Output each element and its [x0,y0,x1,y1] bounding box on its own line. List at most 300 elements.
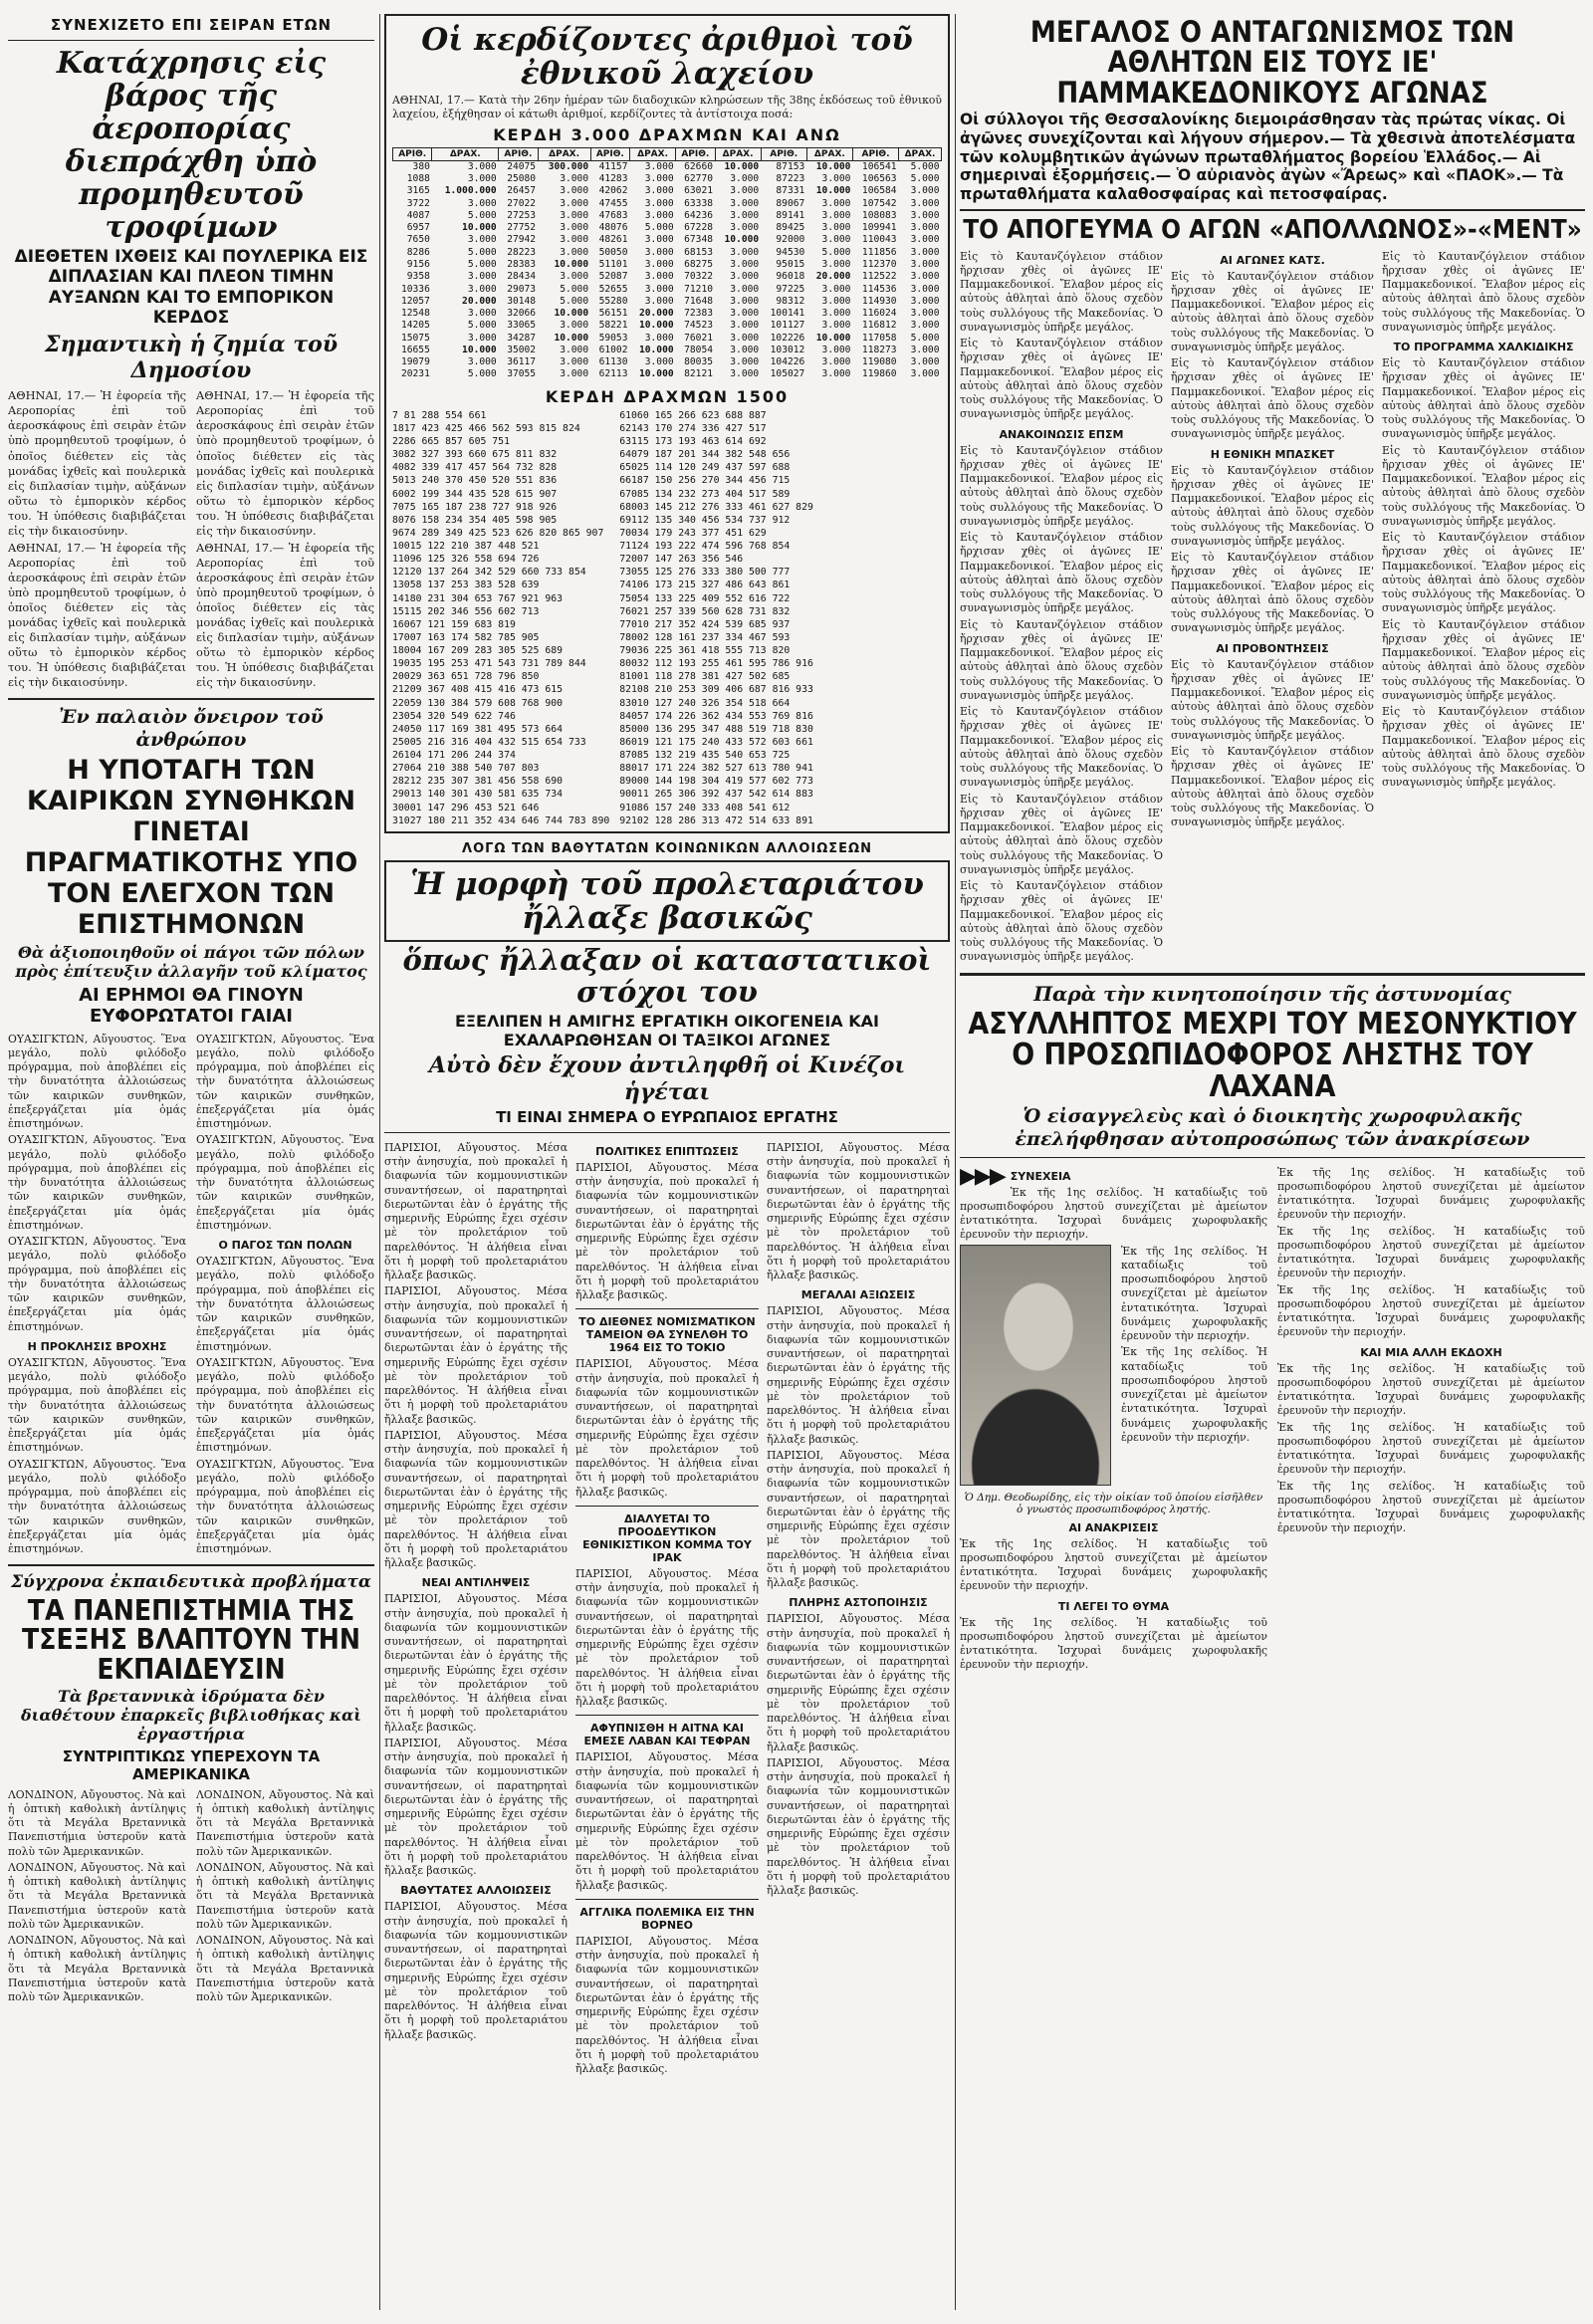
lottery-cell: 3.000 [560,368,589,380]
lottery-cell: 3.000 [560,197,589,209]
lottery-cell: 10.000 [638,320,674,332]
lottery-cell: 5.000 [467,320,497,332]
left-kicker: ΣΥΝΕΧΙΖΕΤΟ ΕΠΙ ΣΕΙΡΑΝ ΕΤΩΝ [50,16,333,34]
lottery-cell: 3.000 [730,197,760,209]
lottery-table [392,147,942,381]
lottery-cell: 3.000 [910,197,940,209]
lottery-cell: 3.000 [910,271,940,283]
lottery-cell: 114536 [861,283,897,295]
lottery-cell: 62113 [598,368,628,380]
lottery-cell: 71210 [684,283,714,295]
lottery-cell: 105027 [770,368,805,380]
lottery-cell: 3.000 [560,320,589,332]
divider [960,973,1585,976]
lottery-cell: 28434 [507,271,537,283]
lottery-cell: 3.000 [910,320,940,332]
middle-story-b1: ΠΑΡΙΣΙΟΙ, Αὔγουστος. Μέσα στὴν ἀνησυχία, ποὺ προκαλεῖ ἡ διαφωνία τῶν κομμουνιστικῶν συναντήσεων, οἱ παρατηρηταὶ διερωτῶνται ἐὰν ὁ ἐργάτης τῆς σημερινῆς Εὐρώπης ἔχει σχέσιν μὲ τὸν προλετάριον τοῦ παρελθόντος. Ἡ ἀλήθεια εἶναι ὅτι ἡ μορφὴ τοῦ προλεταριάτου ἤλλαξε βασικῶς. [575,1160,759,1302]
lottery-cell: 3.000 [560,271,589,283]
lottery-cell: 3.000 [730,356,760,368]
lottery-cell: 92000 [776,234,805,246]
lottery-cell: 41157 [598,160,628,172]
lottery-cell: 3.000 [467,283,497,295]
right-story-c2: Εἰς τὸ Καυτανζόγλειον στάδιον ἤρχισαν χθὲς οἱ ἀγῶνες ΙΕ' Παμμακεδονικοί. Ἔλαβον μέρος εἰς αὐτοὺς ἀθληταὶ ἀπὸ ὅλους σχεδὸν τοὺς συλλόγους τῆς Μακεδονίας. Ὁ συναγωνισμὸς ὑπῆρξε μεγάλος. [1382,356,1585,441]
lottery-cell: 380 [412,160,430,172]
lottery-cell: 5.000 [467,246,497,258]
left-story-3b: ΛΟΝΔΙΝΟΝ, Αὔγουστος. Νὰ καὶ ἡ ὁπτικὴ καθολικὴ ἀντίληψις ὅτι τὰ Μεγάλα Βρεταννικὰ Πανεπιστήμια ὑστεροῦν κατὰ πολὺ τῶν Ἀμερικανικῶν. [8,1860,186,1931]
lottery-cell: 3.000 [560,209,589,221]
middle-story-b2: ΠΑΡΙΣΙΟΙ, Αὔγουστος. Μέσα στὴν ἀνησυχία, ποὺ προκαλεῖ ἡ διαφωνία τῶν κομμουνιστικῶν συναντήσεων, οἱ παρατηρηταὶ διερωτῶνται ἐὰν ὁ ἐργάτης τῆς σημερινῆς Εὐρώπης ἔχει σχέσιν μὲ τὸν προλετάριον τοῦ παρελθόντος. Ἡ ἀλήθεια εἶναι ὅτι ἡ μορφὴ τοῦ προλεταριάτου ἤλλαξε βασικῶς. [575,1357,759,1499]
center-column [384,14,950,2310]
right-story-a4: Εἰς τὸ Καυτανζόγλειον στάδιον ἤρχισαν χθὲς οἱ ἀγῶνες ΙΕ' Παμμακεδονικοί. Ἔλαβον μέρος εἰς αὐτοὺς ἀθληταὶ ἀπὸ ὅλους σχεδὸν τοὺς συλλόγους τῆς Μακεδονίας. Ὁ συναγωνισμὸς ὑπῆρξε μεγάλος. [960,531,1163,615]
divider [8,1564,374,1566]
lottery-cell: 19079 [400,356,430,368]
lottery-cell: 3.000 [644,246,674,258]
lottery-cell: 59053 [598,332,628,344]
lottery-cell: 3.000 [644,332,674,344]
lottery-cell: 62660 [684,160,714,172]
divider [575,1715,759,1716]
right-inhead-chalk: ΤΟ ΠΡΟΓΡΑΜΜΑ ΧΑΛΚΙΔΙΚΗΣ [1393,341,1574,354]
lottery-cell: 16655 [400,344,430,355]
lottery-title-1500: ΚΕΡΔΗ ΔΡΑΧΜΩΝ 1500 [545,386,790,406]
right-story-c4: Εἰς τὸ Καυτανζόγλειον στάδιον ἤρχισαν χθὲς οἱ ἀγῶνες ΙΕ' Παμμακεδονικοί. Ἔλαβον μέρος εἰς αὐτοὺς ἀθληταὶ ἀπὸ ὅλους σχεδὸν τοὺς συλλόγους τῆς Μακεδονίας. Ὁ συναγωνισμὸς ὑπῆρξε μεγάλος. [1382,531,1585,615]
lottery-cell: 61002 [598,344,628,355]
lottery-row [393,356,942,368]
middle-subheadline-3: ΤΙ ΕΙΝΑΙ ΣΗΜΕΡΑ Ο ΕΥΡΩΠΑΙΟΣ ΕΡΓΑΤΗΣ [496,1107,838,1126]
right-headline-3: ΑΣΥΛΛΗΠΤΟΣ ΜΕΧΡΙ ΤΟΥ ΜΕΣΟΝΥΚΤΙΟΥ Ο ΠΡΟΣΩΠΙΔΟΦΟΡΟΣ ΛΗΣΤΗΣ ΤΟΥ ΛΑΧΑΝΑ [968,1006,1577,1104]
lottery-cell: 10.000 [815,332,851,344]
lottery-cell: 3.000 [910,209,940,221]
lottery-header-cell: ΑΡΙΘ. [676,147,715,160]
right-story-a1: Εἰς τὸ Καυτανζόγλειον στάδιον ἤρχισαν χθὲς οἱ ἀγῶνες ΙΕ' Παμμακεδονικοί. Ἔλαβον μέρος εἰς αὐτοὺς ἀθληταὶ ἀπὸ ὅλους σχεδὸν τοὺς συλλόγους τῆς Μακεδονίας. Ὁ συναγωνισμὸς ὑπῆρξε μεγάλος. [960,249,1163,334]
left-story-1c: ΑΘΗΝΑΙ, 17.— Ἡ ἐφορεία τῆς Αεροπορίας ἐπὶ τοῦ ἀεροσκάφους ἐπὶ σειρὰν ἐτῶν ὑπὸ προμηθευτοῦ τροφίμων, ὁ ὁποῖος διέθετεν εἰς τὰς μονάδας ἰχθεῖς καὶ πουλερικὰ εἰς διπλασίαν τιμὴν, αὐξάνων οὕτω τὸ ἐμπορικὸν κέρδος του. Ἡ ὑπόθεσις διαβιβάζεται εἰς τὴν δικαιοσύνην. [196,388,374,538]
lottery-cell: 63338 [684,197,714,209]
left-inhead-ice: Ο ΠΑΓΟΣ ΤΩΝ ΠΟΛΩΝ [218,1239,352,1253]
left-story-2i: ΟΥΑΣΙΓΚΤΩΝ, Αὔγουστος. Ἕνα μεγάλο, πολὺ φιλόδοξο πρόγραμμα, ποὺ ἀποβλέπει εἰς τὴν δυνατότητα ἀλλοιώσεως τῶν καιρικῶν συνθηκῶν, ἐπεξεργάζεται μία ὁμάς ἐπιστημόνων. [196,1355,374,1455]
lottery-cell: 3.000 [644,295,674,307]
lottery-cell: 3.000 [910,356,940,368]
lottery-cell: 98312 [776,295,805,307]
lottery-cell: 109941 [861,222,897,234]
lottery-cell: 28383 [507,259,537,270]
right-story2-b1: Ἐκ τῆς 1ης σελίδος. Ἡ καταδίωξις τοῦ προσωπιδοφόρου ληστοῦ συνεχίζεται μὲ ἀμείωτον ἐντατικότητα. Ἰσχυραὶ δυνάμεις χωροφυλακῆς ἐρευνοῦν τὴν περιοχήν. [1277,1165,1585,1222]
lottery-cell: 20.000 [462,295,497,307]
left-subheadline-4: ΑΙ ΕΡΗΜΟΙ ΘΑ ΓΙΝΟΥΝ ΕΥΦΟΡΩΤΑΤΟΙ ΓΑΙΑΙ [79,984,304,1028]
lottery-cell: 3.000 [910,344,940,355]
divider [384,1132,950,1133]
lottery-cell: 3.000 [644,283,674,295]
lottery-cell: 112370 [861,259,897,270]
lottery-header-cell: ΑΡΙΘ. [761,147,806,160]
lottery-cell: 3.000 [730,295,760,307]
lottery-cell: 48076 [598,222,628,234]
lottery-cell: 3.000 [821,308,851,320]
lottery-cell: 100141 [770,308,805,320]
lottery-cell: 82121 [684,368,714,380]
left-story-3e: ΛΟΝΔΙΝΟΝ, Αὔγουστος. Νὰ καὶ ἡ ὁπτικὴ καθολικὴ ἀντίληψις ὅτι τὰ Μεγάλα Βρεταννικὰ Πανεπιστήμια ὑστεροῦν κατὰ πολὺ τῶν Ἀμερικανικῶν. [196,1860,374,1931]
lottery-cell: 3.000 [910,295,940,307]
lottery-cell: 3.000 [730,259,760,270]
lottery-cell: 106541 [861,160,897,172]
lottery-cell: 55280 [598,295,628,307]
right-story-a6: Εἰς τὸ Καυτανζόγλειον στάδιον ἤρχισαν χθὲς οἱ ἀγῶνες ΙΕ' Παμμακεδονικοί. Ἔλαβον μέρος εἰς αὐτοὺς ἀθληταὶ ἀπὸ ὅλους σχεδὸν τοὺς συλλόγους τῆς Μακεδονίας. Ὁ συναγωνισμὸς ὑπῆρξε μεγάλος. [960,705,1163,790]
left-story-2g: ΟΥΑΣΙΓΚΤΩΝ, Αὔγουστος. Ἕνα μεγάλο, πολὺ φιλόδοξο πρόγραμμα, ποὺ ἀποβλέπει εἰς τὴν δυνατότητα ἀλλοιώσεως τῶν καιρικῶν συνθηκῶν, ἐπεξεργάζεται μία ὁμάς ἐπιστημόνων. [196,1133,374,1232]
left-story-1: ΑΘΗΝΑΙ, 17.— Ἡ ἐφορεία τῆς Αεροπορίας ἐπὶ τοῦ ἀεροσκάφους ἐπὶ σειρὰν ἐτῶν ὑπὸ προμηθευτοῦ τροφίμων, ὁ ὁποῖος διέθετεν εἰς τὰς μονάδας ἰχθεῖς καὶ πουλερικὰ εἰς διπλασίαν τιμὴν, αὐξάνων οὕτω τὸ ἐμπορικὸν κέρδος του. Ἡ ὑπόθεσις διαβιβάζεται εἰς τὴν δικαιοσύνην. [8,388,186,538]
lottery-cell: 3.000 [910,185,940,197]
lottery-cell: 10.000 [554,332,589,344]
left-headline-3: ΤΑ ΠΑΝΕΠΙΣΤΗΜΙΑ ΤΗΣ ΤΣΕΞΗΣ ΒΛΑΠΤΟΥΝ ΤΗΝ ΕΚΠΑΙΔΕΥΣΙΝ [22,1593,360,1686]
lottery-row [393,296,942,308]
lottery-cell: 30148 [507,295,537,307]
right-story2-b3: Ἐκ τῆς 1ης σελίδος. Ἡ καταδίωξις τοῦ προσωπιδοφόρου ληστοῦ συνεχίζεται μὲ ἀμείωτον ἐντατικότητα. Ἰσχυραὶ δυνάμεις χωροφυλακῆς ἐρευνοῦν τὴν περιοχήν. [1277,1282,1585,1339]
lottery-cell: 101127 [770,320,805,332]
lottery-box [384,14,950,833]
middle-story-b4: ΠΑΡΙΣΙΟΙ, Αὔγουστος. Μέσα στὴν ἀνησυχία, ποὺ προκαλεῖ ἡ διαφωνία τῶν κομμουνιστικῶν συναντήσεων, οἱ παρατηρηταὶ διερωτῶνται ἐὰν ὁ ἐργάτης τῆς σημερινῆς Εὐρώπης ἔχει σχέσιν μὲ τὸν προλετάριον τοῦ παρελθόντος. Ἡ ἀλήθεια εἶναι ὅτι ἡ μορφὴ τοῦ προλεταριάτου ἤλλαξε βασικῶς. [575,1750,759,1892]
continued-arrows-icon: ▶▶▶ [960,1163,1005,1189]
lottery-cell: 71648 [684,295,714,307]
lottery-cell: 119080 [861,356,897,368]
lottery-row [393,368,942,380]
lottery-cell: 10.000 [815,160,851,172]
lottery-cell: 3.000 [560,344,589,355]
lottery-cell: 5.000 [821,246,851,258]
lottery-cell: 3.000 [560,246,589,258]
lottery-cell: 3.000 [467,271,497,283]
right-inhead-victim: ΤΙ ΛΕΓΕΙ ΤΟ ΘΥΜΑ [1057,1599,1170,1613]
right-inhead-games: ΑΙ ΑΓΩΝΕΣ ΚΑΤΣ. [1220,253,1325,267]
lottery-cell: 119860 [861,368,897,380]
right-story2-a1: Ἐκ τῆς 1ης σελίδος. Ἡ καταδίωξις τοῦ προσωπιδοφόρου ληστοῦ συνεχίζεται μὲ ἀμείωτον ἐντατικότητα. Ἰσχυραὶ δυνάμεις χωροφυλακῆς ἐρευνοῦν τὴν περιοχήν. [960,1185,1267,1242]
divider [960,1157,1585,1158]
lottery-row [393,345,942,356]
middle-headline-box [384,860,950,942]
lottery-cell: 3.000 [910,308,940,320]
lottery-cell: 10.000 [638,368,674,380]
lottery-cell: 3.000 [821,344,851,355]
lottery-header-cell: ΑΡΙΘ. [590,147,629,160]
left-story-3: ΛΟΝΔΙΝΟΝ, Αὔγουστος. Νὰ καὶ ἡ ὁπτικὴ καθολικὴ ἀντίληψις ὅτι τὰ Μεγάλα Βρεταννικὰ Πανεπιστήμια ὑστεροῦν κατὰ πολὺ τῶν Ἀμερικανικῶν. [8,1787,186,1858]
lottery-cell: 10.000 [638,344,674,355]
lottery-cell: 112522 [861,271,897,283]
lottery-cell: 10.000 [462,222,497,234]
left-kicker-3: Σύγχρονα ἐκπαιδευτικὰ προβλήματα [10,1572,372,1593]
lottery-cell: 87223 [776,173,805,185]
left-column [8,14,374,2310]
lottery-cell: 3165 [406,185,430,197]
lottery-cell: 61130 [598,356,628,368]
lottery-cell: 3.000 [467,160,497,172]
lottery-cell: 3.000 [821,295,851,307]
left-story-1b: ΑΘΗΝΑΙ, 17.— Ἡ ἐφορεία τῆς Αεροπορίας ἐπὶ τοῦ ἀεροσκάφους ἐπὶ σειρὰν ἐτῶν ὑπὸ προμηθευτοῦ τροφίμων, ὁ ὁποῖος διέθετεν εἰς τὰς μονάδας ἰχθεῖς καὶ πουλερικὰ εἰς διπλασίαν τιμὴν, αὐξάνων οὕτω τὸ ἐμπορικὸν κέρδος του. Ἡ ὑπόθεσις διαβιβάζεται εἰς τὴν δικαιοσύνην. [8,540,186,690]
lottery-row [393,284,942,296]
lottery-header-cell: ΔΡΑΧ. [630,147,676,160]
lottery-cell: 52655 [598,283,628,295]
lottery-cell: 3.000 [644,197,674,209]
column-rule [379,14,380,2310]
lottery-cell: 24075 [507,160,537,172]
right-inhead-epsm: ΑΝΑΚΟΙΝΩΣΙΣ ΕΠΣΜ [999,427,1124,441]
lottery-row [393,333,942,345]
lottery-header-cell: ΔΡΑΧ. [432,147,499,160]
lottery-cell: 3.000 [644,234,674,246]
lottery-cell: 89067 [776,197,805,209]
lottery-cell: 47683 [598,209,628,221]
lottery-cell: 116812 [861,320,897,332]
lottery-cell: 68153 [684,246,714,258]
box-etna: ΑΦΥΠΝΙΣΘΗ Η ΑΙΤΝΑ ΚΑΙ ΕΜΕΣΕ ΛΑΒΑΝ ΚΑΙ ΤΕΦΡΑΝ [583,1722,751,1748]
lottery-cell: 10.000 [724,234,760,246]
right-story-a5: Εἰς τὸ Καυτανζόγλειον στάδιον ἤρχισαν χθὲς οἱ ἀγῶνες ΙΕ' Παμμακεδονικοί. Ἔλαβον μέρος εἰς αὐτοὺς ἀθληταὶ ἀπὸ ὅλους σχεδὸν τοὺς συλλόγους τῆς Μακεδονίας. Ὁ συναγωνισμὸς ὑπῆρξε μεγάλος. [960,617,1163,702]
left-story-3d: ΛΟΝΔΙΝΟΝ, Αὔγουστος. Νὰ καὶ ἡ ὁπτικὴ καθολικὴ ἀντίληψις ὅτι τὰ Μεγάλα Βρεταννικὰ Πανεπιστήμια ὑστεροῦν κατὰ πολὺ τῶν Ἀμερικανικῶν. [196,1787,374,1858]
lottery-cell: 5.000 [467,259,497,270]
lottery-cell: 42062 [598,185,628,197]
lottery-cell: 3.000 [644,209,674,221]
lottery-row [393,185,942,197]
lottery-intro: ΑΘΗΝΑΙ, 17.— Κατὰ τὴν 26ην ἡμέραν τῶν διαδοχικῶν κληρώσεων τῆς 38ης ἐκδόσεως τοῦ ἐθνικοῦ λαχείου, ἐξήχθησαν οἱ κάτωθι ἀριθμοί, κερδίζοντες τὰ ἀντίστοιχα ποσά: [392,94,942,121]
middle-subheadline: ΕΞΕΛΙΠΕΝ Η ΑΜΙΓΗΣ ΕΡΓΑΤΙΚΗ ΟΙΚΟΓΕΝΕΙΑ ΚΑΙ ΕΧΑΛΑΡΩΘΗΣΑΝ ΟΙ ΤΑΞΙΚΟΙ ΑΓΩΝΕΣ [455,1011,879,1049]
lottery-cell: 48261 [598,234,628,246]
right-story-c5: Εἰς τὸ Καυτανζόγλειον στάδιον ἤρχισαν χθὲς οἱ ἀγῶνες ΙΕ' Παμμακεδονικοί. Ἔλαβον μέρος εἰς αὐτοὺς ἀθληταὶ ἀπὸ ὅλους σχεδὸν τοὺς συλλόγους τῆς Μακεδονίας. Ὁ συναγωνισμὸς ὑπῆρξε μεγάλος. [1382,617,1585,702]
lottery-row [393,173,942,185]
right-story2-a3: Ἐκ τῆς 1ης σελίδος. Ἡ καταδίωξις τοῦ προσωπιδοφόρου ληστοῦ συνεχίζεται μὲ ἀμείωτον ἐντατικότητα. Ἰσχυραὶ δυνάμεις χωροφυλακῆς ἐρευνοῦν τὴν περιοχήν. [1121,1345,1267,1444]
right-story2-a2: Ἐκ τῆς 1ης σελίδος. Ἡ καταδίωξις τοῦ προσωπιδοφόρου ληστοῦ συνεχίζεται μὲ ἀμείωτον ἐντατικότητα. Ἰσχυραὶ δυνάμεις χωροφυλακῆς ἐρευνοῦν τὴν περιοχήν. [1121,1244,1267,1343]
right-story-a7: Εἰς τὸ Καυτανζόγλειον στάδιον ἤρχισαν χθὲς οἱ ἀγῶνες ΙΕ' Παμμακεδονικοί. Ἔλαβον μέρος εἰς αὐτοὺς ἀθληταὶ ἀπὸ ὅλους σχεδὸν τοὺς συλλόγους τῆς Μακεδονίας. Ὁ συναγωνισμὸς ὑπῆρξε μεγάλος. [960,792,1163,876]
right-subheadline: Ὁ εἰσαγγελεὺς καὶ ὁ διοικητὴς χωροφυλακῆς ἐπελήφθησαν αὐτοπροσώπως τῶν ἀνακρίσεων [1015,1105,1530,1150]
lottery-cell: 3.000 [821,368,851,380]
left-story-2: ΟΥΑΣΙΓΚΤΩΝ, Αὔγουστος. Ἕνα μεγάλο, πολὺ φιλόδοξο πρόγραμμα, ποὺ ἀποβλέπει εἰς τὴν δυνατότητα ἀλλοιώσεως τῶν καιρικῶν συνθηκῶν, ἐπεξεργάζεται μία ὁμάς ἐπιστημόνων. [8,1032,186,1131]
right-kicker-2: Παρὰ τὴν κινητοποίησιν τῆς ἀστυνομίας [1033,981,1511,1006]
lottery-cell: 116024 [861,308,897,320]
right-story-b5: Εἰς τὸ Καυτανζόγλειον στάδιον ἤρχισαν χθὲς οἱ ἀγῶνες ΙΕ' Παμμακεδονικοί. Ἔλαβον μέρος εἰς αὐτοὺς ἀθληταὶ ἀπὸ ὅλους σχεδὸν τοὺς συλλόγους τῆς Μακεδονίας. Ὁ συναγωνισμὸς ὑπῆρξε μεγάλος. [1171,657,1374,742]
column-rule [955,14,956,2310]
lottery-row [393,160,942,173]
lottery-cell: 76021 [684,332,714,344]
middle-story-c3: ΠΑΡΙΣΙΟΙ, Αὔγουστος. Μέσα στὴν ἀνησυχία, ποὺ προκαλεῖ ἡ διαφωνία τῶν κομμουνιστικῶν συναντήσεων, οἱ παρατηρηταὶ διερωτῶνται ἐὰν ὁ ἐργάτης τῆς σημερινῆς Εὐρώπης ἔχει σχέσιν μὲ τὸν προλετάριον τοῦ παρελθόντος. Ἡ ἀλήθεια εἶναι ὅτι ἡ μορφὴ τοῦ προλεταριάτου ἤλλαξε βασικῶς. [767,1448,950,1590]
lottery-cell: 6957 [406,222,430,234]
lottery-header-cell: ΔΡΑΧ. [806,147,852,160]
left-story-3c: ΛΟΝΔΙΝΟΝ, Αὔγουστος. Νὰ καὶ ἡ ὁπτικὴ καθολικὴ ἀντίληψις ὅτι τὰ Μεγάλα Βρεταννικὰ Πανεπιστήμια ὑστεροῦν κατὰ πολὺ τῶν Ἀμερικανικῶν. [8,1934,186,2004]
right-story-c1: Εἰς τὸ Καυτανζόγλειον στάδιον ἤρχισαν χθὲς οἱ ἀγῶνες ΙΕ' Παμμακεδονικοί. Ἔλαβον μέρος εἰς αὐτοὺς ἀθληταὶ ἀπὸ ὅλους σχεδὸν τοὺς συλλόγους τῆς Μακεδονίας. Ὁ συναγωνισμὸς ὑπῆρξε μεγάλος. [1382,249,1585,334]
lottery-row [393,247,942,259]
lottery-cell: 3.000 [467,197,497,209]
lottery-cell: 87153 [776,160,805,172]
left-story-2d: ΟΥΑΣΙΓΚΤΩΝ, Αὔγουστος. Ἕνα μεγάλο, πολὺ φιλόδοξο πρόγραμμα, ποὺ ἀποβλέπει εἰς τὴν δυνατότητα ἀλλοιώσεως τῶν καιρικῶν συνθηκῶν, ἐπεξεργάζεται μία ὁμάς ἐπιστημόνων. [8,1355,186,1455]
lottery-cell: 12548 [400,308,430,320]
lottery-cell: 3.000 [730,222,760,234]
left-story-3f: ΛΟΝΔΙΝΟΝ, Αὔγουστος. Νὰ καὶ ἡ ὁπτικὴ καθολικὴ ἀντίληψις ὅτι τὰ Μεγάλα Βρεταννικὰ Πανεπιστήμια ὑστεροῦν κατὰ πολὺ τῶν Ἀμερικανικῶν. [196,1934,374,2004]
lottery-cell: 3.000 [467,234,497,246]
lottery-cell: 3.000 [644,185,674,197]
right-story2-b6: Ἐκ τῆς 1ης σελίδος. Ἡ καταδίωξις τοῦ προσωπιδοφόρου ληστοῦ συνεχίζεται μὲ ἀμείωτον ἐντατικότητα. Ἰσχυραὶ δυνάμεις χωροφυλακῆς ἐρευνοῦν τὴν περιοχήν. [1277,1479,1585,1535]
lottery-cell: 5.000 [467,209,497,221]
lottery-cell: 3.000 [910,259,940,270]
middle-story-c5: ΠΑΡΙΣΙΟΙ, Αὔγουστος. Μέσα στὴν ἀνησυχία, ποὺ προκαλεῖ ἡ διαφωνία τῶν κομμουνιστικῶν συναντήσεων, οἱ παρατηρηταὶ διερωτῶνται ἐὰν ὁ ἐργάτης τῆς σημερινῆς Εὐρώπης ἔχει σχέσιν μὲ τὸν προλετάριον τοῦ παρελθόντος. Ἡ ἀλήθεια εἶναι ὅτι ἡ μορφὴ τοῦ προλεταριάτου ἤλλαξε βασικῶς. [767,1755,950,1898]
lottery-cell: 68275 [684,259,714,270]
lottery-cell: 102226 [770,332,805,344]
middle-kicker: ΛΟΓΩ ΤΩΝ ΒΑΘΥΤΑΤΩΝ ΚΟΙΝΩΝΙΚΩΝ ΑΛΛΟΙΩΣΕΩΝ [462,840,872,856]
lottery-cell: 3.000 [821,173,851,185]
box-borneo: ΑΓΓΛΙΚΑ ΠΟΛΕΜΙΚΑ ΕΙΣ ΤΗΝ ΒΟΡΝΕΟ [579,1905,755,1932]
lottery-cell: 111856 [861,246,897,258]
lottery-cell: 58221 [598,320,628,332]
middle-headline-2: ὅπως ἤλλαξαν οἱ καταστατικοὶ στόχοι του [402,943,932,1009]
lottery-cell: 3.000 [910,246,940,258]
left-subheadline-6: ΣΥΝΤΡΙΠΤΙΚΩΣ ΥΠΕΡΕΧΟΥΝ ΤΑ ΑΜΕΡΙΚΑΝΙΚΑ [62,1746,321,1783]
lottery-cell: 3.000 [467,308,497,320]
lottery-header-cell: ΔΡΑΧ. [899,147,942,160]
lottery-cell: 70322 [684,271,714,283]
lottery-cell: 96018 [776,271,805,283]
lottery-row [393,308,942,320]
lottery-cell: 5.000 [910,332,940,344]
box-iraq: ΔΙΑΛΥΕΤΑΙ ΤΟ ΠΡΟΟΔΕΥΤΙΚΟΝ ΕΘΝΙΚΙΣΤΙΚΟΝ ΚΟΜΜΑ ΤΟΥ ΙΡΑΚ [582,1511,752,1564]
lottery-row [393,320,942,332]
left-story-2b: ΟΥΑΣΙΓΚΤΩΝ, Αὔγουστος. Ἕνα μεγάλο, πολὺ φιλόδοξο πρόγραμμα, ποὺ ἀποβλέπει εἰς τὴν δυνατότητα ἀλλοιώσεως τῶν καιρικῶν συνθηκῶν, ἐπεξεργάζεται μία ὁμάς ἐπιστημόνων. [8,1133,186,1232]
lottery-cell: 8286 [406,246,430,258]
left-subheadline: ΔΙΕΘΕΤΕΝ ΙΧΘΕΙΣ ΚΑΙ ΠΟΥΛΕΡΙΚΑ ΕΙΣ ΔΙΠΛΑΣΙΑΝ ΚΑΙ ΠΛΕΟΝ ΤΙΜΗΝ ΑΥΞΑΝΩΝ ΚΑΙ ΤΟ ΕΜΠΟΡΙΚΟΝ ΚΕΡΔΟΣ [14,247,368,329]
lottery-cell: 3.000 [821,356,851,368]
lottery-cell: 3.000 [821,320,851,332]
left-subheadline-5: Τὰ βρεταννικὰ ἱδρύματα δὲν διαθέτουν ἐπαρκεῖς βιβλιοθήκας καὶ ἐργαστήρια [20,1687,362,1744]
lottery-cell: 103012 [770,344,805,355]
divider [575,1308,759,1309]
lottery-header-cell: ΑΡΙΘ. [852,147,898,160]
left-kicker-2: Ἐν παλαιὸν ὄνειρον τοῦ ἀνθρώπου [59,706,324,752]
lottery-row [393,198,942,210]
right-story-b1: Εἰς τὸ Καυτανζόγλειον στάδιον ἤρχισαν χθὲς οἱ ἀγῶνες ΙΕ' Παμμακεδονικοί. Ἔλαβον μέρος εἰς αὐτοὺς ἀθληταὶ ἀπὸ ὅλους σχεδὸν τοὺς συλλόγους τῆς Μακεδονίας. Ὁ συναγωνισμὸς ὑπῆρξε μεγάλος. [1171,269,1374,353]
divider [575,1506,759,1507]
lottery-cell: 80035 [684,356,714,368]
middle-story-b3: ΠΑΡΙΣΙΟΙ, Αὔγουστος. Μέσα στὴν ἀνησυχία, ποὺ προκαλεῖ ἡ διαφωνία τῶν κομμουνιστικῶν συναντήσεων, οἱ παρατηρηταὶ διερωτῶνται ἐὰν ὁ ἐργάτης τῆς σημερινῆς Εὐρώπης ἔχει σχέσιν μὲ τὸν προλετάριον τοῦ παρελθόντος. Ἡ ἀλήθεια εἶναι ὅτι ἡ μορφὴ τοῦ προλεταριάτου ἤλλαξε βασικῶς. [575,1566,759,1709]
lottery-row [393,210,942,222]
lottery-cell: 62770 [684,173,714,185]
lottery-cell: 3.000 [730,173,760,185]
right-story-b3: Εἰς τὸ Καυτανζόγλειον στάδιον ἤρχισαν χθὲς οἱ ἀγῶνες ΙΕ' Παμμακεδονικοί. Ἔλαβον μέρος εἰς αὐτοὺς ἀθληταὶ ἀπὸ ὅλους σχεδὸν τοὺς συλλόγους τῆς Μακεδονίας. Ὁ συναγωνισμὸς ὑπῆρξε μεγάλος. [1171,463,1374,548]
lottery-cell: 7650 [406,234,430,246]
lottery-cell: 3.000 [910,234,940,246]
middle-inhead-demands: ΜΕΓΑΛΑΙ ΑΞΙΩΣΕΙΣ [800,1288,916,1302]
right-column [960,14,1585,2310]
middle-story-b5: ΠΑΡΙΣΙΟΙ, Αὔγουστος. Μέσα στὴν ἀνησυχία, ποὺ προκαλεῖ ἡ διαφωνία τῶν κομμουνιστικῶν συναντήσεων, οἱ παρατηρηταὶ διερωτῶνται ἐὰν ὁ ἐργάτης τῆς σημερινῆς Εὐρώπης ἔχει σχέσιν μὲ τὸν προλετάριον τοῦ παρελθόντος. Ἡ ἀλήθεια εἶναι ὅτι ἡ μορφὴ τοῦ προλεταριάτου ἤλλαξε βασικῶς. [575,1934,759,2076]
lottery-cell: 106584 [861,185,897,197]
left-subheadline-2: Σημαντικὴ ἡ ζημία τοῦ Δημοσίου [44,331,339,383]
lottery-cell: 36117 [507,356,537,368]
lottery-cell: 63021 [684,185,714,197]
lottery-cell: 3.000 [730,246,760,258]
lottery-title-3000: ΚΕΡΔΗ 3.000 ΔΡΑΧΜΩΝ ΚΑΙ ΑΝΩ [493,124,841,144]
lottery-cell: 52087 [598,271,628,283]
middle-inhead-political: ΠΟΛΙΤΙΚΕΣ ΕΠΙΠΤΩΣΕΙΣ [595,1144,739,1158]
middle-story-a2: ΠΑΡΙΣΙΟΙ, Αὔγουστος. Μέσα στὴν ἀνησυχία, ποὺ προκαλεῖ ἡ διαφωνία τῶν κομμουνιστικῶν συναντήσεων, οἱ παρατηρηταὶ διερωτῶνται ἐὰν ὁ ἐργάτης τῆς σημερινῆς Εὐρώπης ἔχει σχέσιν μὲ τὸν προλετάριον τοῦ παρελθόντος. Ἡ ἀλήθεια εἶναι ὅτι ἡ μορφὴ τοῦ προλεταριάτου ἤλλαξε βασικῶς. [384,1284,568,1426]
lottery-cell: 28223 [507,246,537,258]
left-story-2e: ΟΥΑΣΙΓΚΤΩΝ, Αὔγουστος. Ἕνα μεγάλο, πολὺ φιλόδοξο πρόγραμμα, ποὺ ἀποβλέπει εἰς τὴν δυνατότητα ἀλλοιώσεως τῶν καιρικῶν συνθηκῶν, ἐπεξεργάζεται μία ὁμάς ἐπιστημόνων. [8,1457,186,1556]
lottery-cell: 3.000 [730,332,760,344]
lottery-row [393,259,942,271]
right-story-a3: Εἰς τὸ Καυτανζόγλειον στάδιον ἤρχισαν χθὲς οἱ ἀγῶνες ΙΕ' Παμμακεδονικοί. Ἔλαβον μέρος εἰς αὐτοὺς ἀθληταὶ ἀπὸ ὅλους σχεδὸν τοὺς συλλόγους τῆς Μακεδονίας. Ὁ συναγωνισμὸς ὑπῆρξε μεγάλος. [960,443,1163,528]
lottery-cell: 3.000 [730,209,760,221]
lottery-cell: 51101 [598,259,628,270]
middle-headline: Ἡ μορφὴ τοῦ προλεταριάτου ἤλλαξε βασικῶς [410,865,924,936]
right-story2-b4: Ἐκ τῆς 1ης σελίδος. Ἡ καταδίωξις τοῦ προσωπιδοφόρου ληστοῦ συνεχίζεται μὲ ἀμείωτον ἐντατικότητα. Ἰσχυραὶ δυνάμεις χωροφυλακῆς ἐρευνοῦν τὴν περιοχήν. [1277,1361,1585,1418]
box-imf: ΤΟ ΔΙΕΘΝΕΣ ΝΟΜΙΣΜΑΤΙΚΟΝ ΤΑΜΕΙΟΝ ΘΑ ΣΥΝΕΛΘΗ ΤΟ 1964 ΕΙΣ ΤΟ ΤΟΚΙΟ [578,1315,756,1355]
lottery-cell: 67228 [684,222,714,234]
lottery-row [393,234,942,246]
right-story2-a4: Ἐκ τῆς 1ης σελίδος. Ἡ καταδίωξις τοῦ προσωπιδοφόρου ληστοῦ συνεχίζεται μὲ ἀμείωτον ἐντατικότητα. Ἰσχυραὶ δυνάμεις χωροφυλακῆς ἐρευνοῦν τὴν περιοχήν. [960,1536,1267,1593]
middle-story-a5: ΠΑΡΙΣΙΟΙ, Αὔγουστος. Μέσα στὴν ἀνησυχία, ποὺ προκαλεῖ ἡ διαφωνία τῶν κομμουνιστικῶν συναντήσεων, οἱ παρατηρηταὶ διερωτῶνται ἐὰν ὁ ἐργάτης τῆς σημερινῆς Εὐρώπης ἔχει σχέσιν μὲ τὸν προλετάριον τοῦ παρελθόντος. Ἡ ἀλήθεια εἶναι ὅτι ἡ μορφὴ τοῦ προλεταριάτου ἤλλαξε βασικῶς. [384,1736,568,1878]
lottery-cell: 3722 [406,197,430,209]
lottery-cell: 20.000 [638,308,674,320]
lottery-cell: 3.000 [730,185,760,197]
lottery-cell: 106563 [861,173,897,185]
lottery-cell: 94530 [776,246,805,258]
lottery-cell: 1088 [406,173,430,185]
lottery-cell: 4087 [406,209,430,221]
lottery-cell: 5.000 [467,368,497,380]
lottery-cell: 25080 [507,173,537,185]
lottery-header-cell: ΔΡΑΧ. [715,147,761,160]
lottery-cell: 78054 [684,344,714,355]
middle-inhead-bourgeois: ΠΛΗΡΗΣ ΑΣΤΟΠΟΙΗΣΙΣ [789,1596,928,1610]
lottery-cell: 5.000 [910,173,940,185]
lottery-cell: 3.000 [730,368,760,380]
right-story2-b2: Ἐκ τῆς 1ης σελίδος. Ἡ καταδίωξις τοῦ προσωπιδοφόρου ληστοῦ συνεχίζεται μὲ ἀμείωτον ἐντατικότητα. Ἰσχυραὶ δυνάμεις χωροφυλακῆς ἐρευνοῦν τὴν περιοχήν. [1277,1224,1585,1280]
lottery-header-cell: ΔΡΑΧ. [538,147,590,160]
lottery-header-cell: ΑΡΙΘ. [499,147,538,160]
lottery-cell: 117058 [861,332,897,344]
lottery-row [393,271,942,283]
right-continued: ΣΥΝΕΧΕΙΑ [1010,1169,1071,1183]
lottery-cell: 5.000 [644,222,674,234]
lottery-cell: 14205 [400,320,430,332]
lottery-cell: 47455 [598,197,628,209]
right-story-c6: Εἰς τὸ Καυτανζόγλειον στάδιον ἤρχισαν χθὲς οἱ ἀγῶνες ΙΕ' Παμμακεδονικοί. Ἔλαβον μέρος εἰς αὐτοὺς ἀθληταὶ ἀπὸ ὅλους σχεδὸν τοὺς συλλόγους τῆς Μακεδονίας. Ὁ συναγωνισμὸς ὑπῆρξε μεγάλος. [1382,705,1585,790]
lottery-cell: 5.000 [560,283,589,295]
lottery-cell: 3.000 [730,344,760,355]
lottery-cell: 12057 [400,295,430,307]
lottery-cell: 10.000 [462,344,497,355]
middle-inhead-new: ΝΕΑΙ ΑΝΤΙΛΗΨΕΙΣ [421,1576,531,1590]
lottery-cell: 50050 [598,246,628,258]
lottery-cell: 9156 [406,259,430,270]
lottery-cell: 3.000 [730,320,760,332]
lottery-cell: 27942 [507,234,537,246]
lottery-cell: 107542 [861,197,897,209]
middle-story-a3: ΠΑΡΙΣΙΟΙ, Αὔγουστος. Μέσα στὴν ἀνησυχία, ποὺ προκαλεῖ ἡ διαφωνία τῶν κομμουνιστικῶν συναντήσεων, οἱ παρατηρηταὶ διερωτῶνται ἐὰν ὁ ἐργάτης τῆς σημερινῆς Εὐρώπης ἔχει σχέσιν μὲ τὸν προλετάριον τοῦ παρελθόντος. Ἡ ἀλήθεια εἶναι ὅτι ἡ μορφὴ τοῦ προλεταριάτου ἤλλαξε βασικῶς. [384,1428,568,1570]
lottery-cell: 3.000 [644,259,674,270]
lottery-cell: 10.000 [815,185,851,197]
lottery-cell: 10.000 [724,160,760,172]
middle-subheadline-2: Αὐτὸ δὲν ἔχουν ἀντιληφθῆ οἱ Κινέζοι ἡγέται [428,1052,906,1105]
lottery-cell: 72383 [684,308,714,320]
lottery-cell: 3.000 [821,197,851,209]
lottery-cell: 3.000 [644,173,674,185]
lottery-cell: 32066 [507,308,537,320]
lottery-cell: 3.000 [821,222,851,234]
lottery-cell: 118273 [861,344,897,355]
middle-story-a4: ΠΑΡΙΣΙΟΙ, Αὔγουστος. Μέσα στὴν ἀνησυχία, ποὺ προκαλεῖ ἡ διαφωνία τῶν κομμουνιστικῶν συναντήσεων, οἱ παρατηρηταὶ διερωτῶνται ἐὰν ὁ ἐργάτης τῆς σημερινῆς Εὐρώπης ἔχει σχέσιν μὲ τὸν προλετάριον τοῦ παρελθόντος. Ἡ ἀλήθεια εἶναι ὅτι ἡ μορφὴ τοῦ προλεταριάτου ἤλλαξε βασικῶς. [384,1592,568,1734]
right-story-a2: Εἰς τὸ Καυτανζόγλειον στάδιον ἤρχισαν χθὲς οἱ ἀγῶνες ΙΕ' Παμμακεδονικοί. Ἔλαβον μέρος εἰς αὐτοὺς ἀθληταὶ ἀπὸ ὅλους σχεδὸν τοὺς συλλόγους τῆς Μακεδονίας. Ὁ συναγωνισμὸς ὑπῆρξε μεγάλος. [960,337,1163,421]
lottery-cell: 9358 [406,271,430,283]
right-inhead-other: ΚΑΙ ΜΙΑ ΑΛΛΗ ΕΚΔΟΧΗ [1360,1345,1502,1359]
lottery-cell: 3.000 [821,259,851,270]
lottery-cell: 3.000 [560,173,589,185]
lottery-headline: Οἱ κερδίζοντες ἀριθμοὶ τοῦ ἐθνικοῦ λαχείου [421,22,913,93]
left-headline: Κατάχρησις εἰς βάρος τῆς ἀεροπορίας διεπράχθη ὑπὸ προμηθευτοῦ τροφίμων [56,46,327,245]
lottery-cell: 3.000 [730,271,760,283]
lottery-cell: 10336 [400,283,430,295]
lottery-cell: 34287 [507,332,537,344]
lottery-cell: 3.000 [560,185,589,197]
